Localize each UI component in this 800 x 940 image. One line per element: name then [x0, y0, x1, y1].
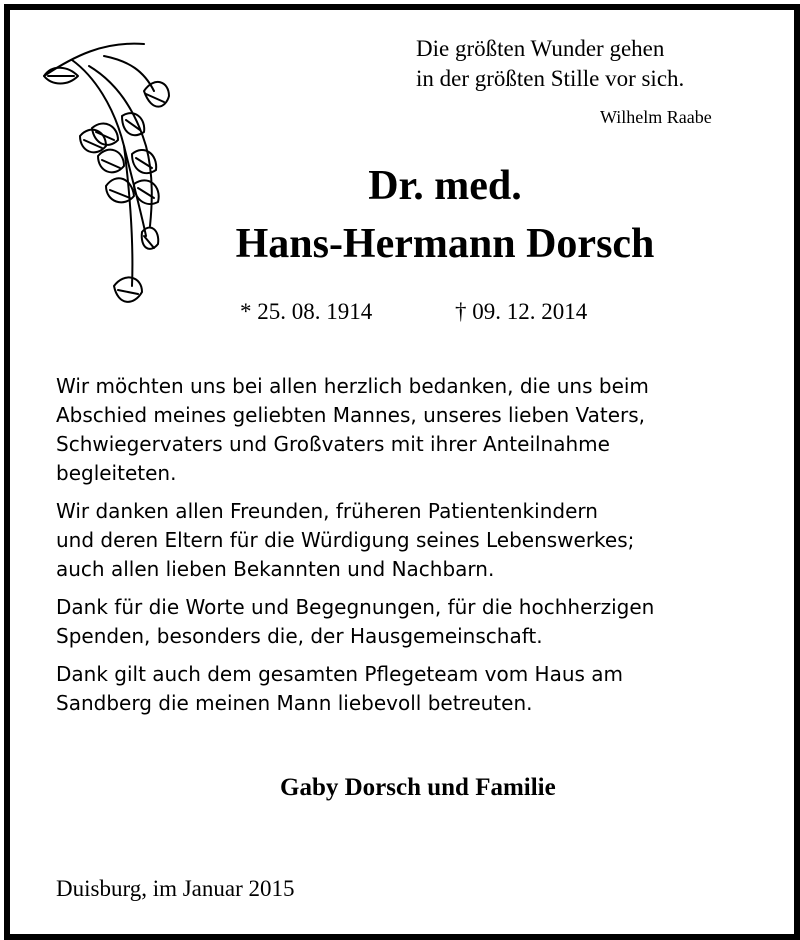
deceased-name: Hans-Hermann Dorsch — [235, 221, 655, 267]
paragraph-1 — [56, 372, 756, 488]
text-line: auch allen lieben Bekannten und Nachbarn. — [56, 557, 495, 581]
quote-author: Wilhelm Raabe — [600, 107, 712, 127]
text-line: Wir möchten uns bei allen herzlich bedanken, die uns beim — [56, 374, 649, 398]
quote-line-1: Die größten Wunder gehen — [416, 36, 665, 61]
text-line: Schwiegervaters und Großvaters mit ihrer Anteilnahme — [56, 432, 610, 456]
paragraph-4 — [56, 660, 756, 718]
text-line: Dank für die Worte und Begegnungen, für die hochherzigen — [56, 595, 655, 619]
text-line: Dank gilt auch dem gesamten Pflegeteam vom Haus am — [56, 662, 624, 686]
paragraph-2 — [56, 497, 756, 584]
birth-date: * 25. 08. 1914 — [240, 299, 373, 324]
text-line: Spenden, besonders die, der Hausgemeinschaft. — [56, 624, 543, 648]
text-line: Abschied meines geliebten Mannes, unseres lieben Vaters, — [56, 403, 646, 427]
epigraph-quote — [416, 34, 756, 94]
thank-you-text — [56, 372, 756, 727]
death-date: † 09. 12. 2014 — [455, 299, 588, 324]
quote-line-2: in der größten Stille vor sich. — [416, 66, 685, 91]
text-line: begleiteten. — [56, 461, 177, 485]
birch-branch-icon — [34, 36, 184, 336]
text-line: und deren Eltern für die Würdigung seines Lebenswerkes; — [56, 528, 635, 552]
text-line: Sandberg die meinen Mann liebevoll betreuten. — [56, 691, 533, 715]
place-and-date: Duisburg, im Januar 2015 — [56, 876, 295, 901]
family-signature: Gaby Dorsch und Familie — [280, 774, 556, 801]
paragraph-3 — [56, 593, 756, 651]
text-line: Wir danken allen Freunden, früheren Patientenkindern — [56, 499, 598, 523]
deceased-title: Dr. med. — [368, 163, 522, 209]
